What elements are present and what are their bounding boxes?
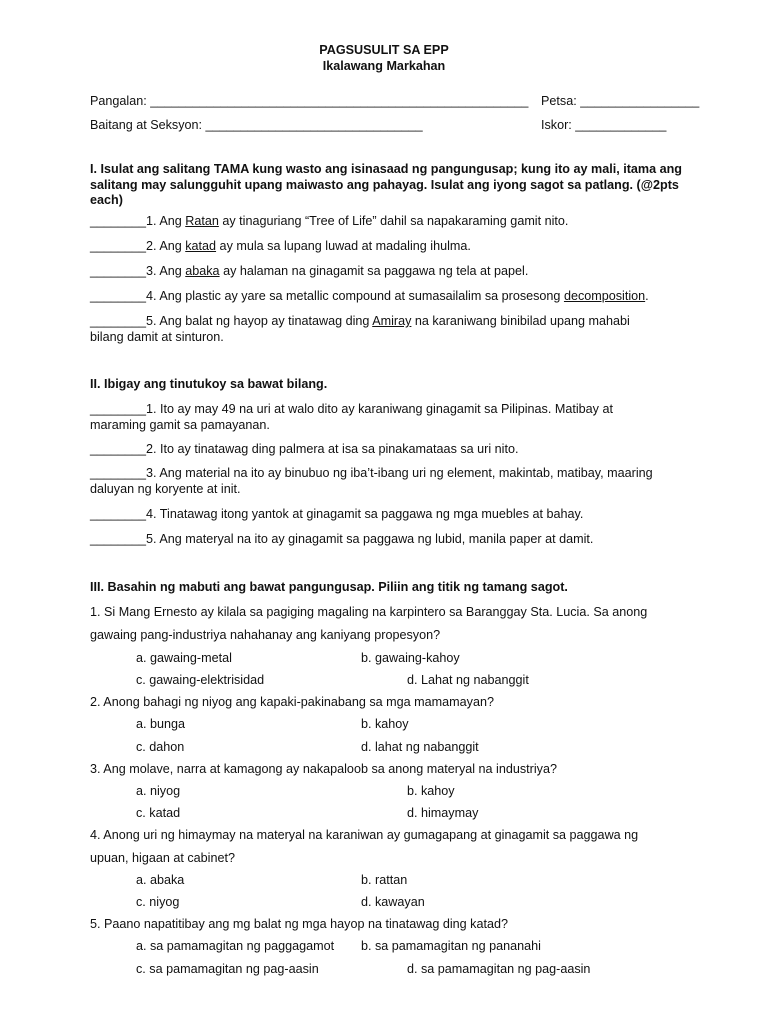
q3-choice-c: c. katad [136, 806, 181, 820]
q1-choice-b: b. gawaing-kahoy [361, 651, 460, 665]
q3-choice-a: a. niyog [136, 784, 181, 798]
q4-choice-d: d. kawayan [361, 895, 425, 909]
part3-instruction: III. Basahin ng mabuti ang bawat pangungusap. Piliin ang titik ng tamang sagot. [90, 580, 568, 594]
q4-choice-b: b. rattan [361, 873, 408, 887]
date-field: Petsa: _________________ [541, 94, 700, 108]
part2-item: ________2. Ito ay tinatawag ding palmera at isa sa pinakamataas sa uri nito. [90, 442, 519, 456]
part2-instruction: II. Ibigay ang tinutukoy sa bawat bilang. [90, 377, 328, 391]
question-5-text: 5. Paano napatitibay ang mg balat ng mga hayop na tinatawag ding katad? [90, 917, 508, 931]
q5-choice-d: d. sa pamamagitan ng pag-aasin [407, 962, 591, 976]
question-3-text: 3. Ang molave, narra at kamagong ay nakapaloob sa anong materyal na industriya? [90, 762, 557, 776]
page-subtitle: Ikalawang Markahan [322, 59, 446, 73]
q1-choice-a: a. gawaing-metal [136, 651, 232, 665]
part2-item: ________3. Ang material na ito ay binubuo ng iba’t-ibang uri ng element, makintab, matibay, maaring daluyan ng koryente at init. [90, 466, 653, 496]
question-1-text: 1. Si Mang Ernesto ay kilala sa pagiging magaling na karpintero sa Baranggay Sta. Lucia. Sa anong [90, 605, 648, 619]
part1-item: ________3. Ang abaka ay halaman na ginagamit sa paggawa ng tela at papel. [90, 264, 529, 278]
question-2-text: 2. Anong bahagi ng niyog ang kapaki-pakinabang sa mga mamamayan? [90, 695, 494, 709]
q4-choice-c: c. niyog [136, 895, 180, 909]
q1-choice-c: c. gawaing-elektrisidad [136, 673, 265, 687]
question-4-text: 4. Anong uri ng himaymay na materyal na karaniwan ay gumagapang at ginagamit sa paggawa ng [90, 828, 639, 842]
part1-item: ________2. Ang katad ay mula sa lupang luwad at madaling ihulma. [90, 239, 471, 253]
part2-item: ________4. Tinatawag itong yantok at ginagamit sa paggawa ng mga muebles at bahay. [90, 507, 584, 521]
q4-choice-a: a. abaka [136, 873, 185, 887]
question-1-text-cont: gawaing pang-industriya nahahanay ang kaniyang propesyon? [90, 628, 441, 642]
score-field: Iskor: _____________ [541, 118, 667, 132]
q5-choice-b: b. sa pamamagitan ng pananahi [361, 939, 541, 953]
q5-choice-c: c. sa pamamagitan ng pag-aasin [136, 962, 319, 976]
q2-choice-a: a. bunga [136, 717, 186, 731]
part1-item: ________1. Ang Ratan ay tinaguriang “Tree of Life” dahil sa napakaraming gamit nito. [90, 214, 569, 228]
part2-item: ________1. Ito ay may 49 na uri at walo dito ay karaniwang ginagamit sa Pilipinas. Matibay at maraming gamit sa pamayanan. [90, 402, 613, 432]
grade-section-field: Baitang at Seksyon: _______________________________ [90, 118, 423, 132]
q5-choice-a: a. sa pamamagitan ng paggagamot [136, 939, 335, 953]
q2-choice-d: d. lahat ng nabanggit [361, 740, 479, 754]
q1-choice-d: d. Lahat ng nabanggit [407, 673, 529, 687]
part1-instruction: I. Isulat ang salitang TAMA kung wasto ang isinasaad ng pangungusap; kung ito ay mali, itama ang salitang may salungguhit upang maiwasto ang pahayag. Isulat ang iyong sagot sa patlang. (@2pts each) [90, 162, 682, 207]
page-title: PAGSUSULIT SA EPP [319, 43, 449, 57]
name-field: Pangalan: ______________________________________________________ [90, 94, 529, 108]
q2-choice-c: c. dahon [136, 740, 185, 754]
question-4-text-cont: upuan, higaan at cabinet? [90, 851, 235, 865]
part1-item: ________5. Ang balat ng hayop ay tinatawag ding Amiray na karaniwang binibilad upang mahabi bilang damit at sinturon. [90, 314, 630, 344]
q2-choice-b: b. kahoy [361, 717, 409, 731]
part2-item: ________5. Ang materyal na ito ay ginagamit sa paggawa ng lubid, manila paper at damit. [90, 532, 594, 546]
part1-item: ________4. Ang plastic ay yare sa metallic compound at sumasailalim sa prosesong decomposition. [90, 289, 649, 303]
q3-choice-b: b. kahoy [407, 784, 455, 798]
q3-choice-d: d. himaymay [407, 806, 479, 820]
